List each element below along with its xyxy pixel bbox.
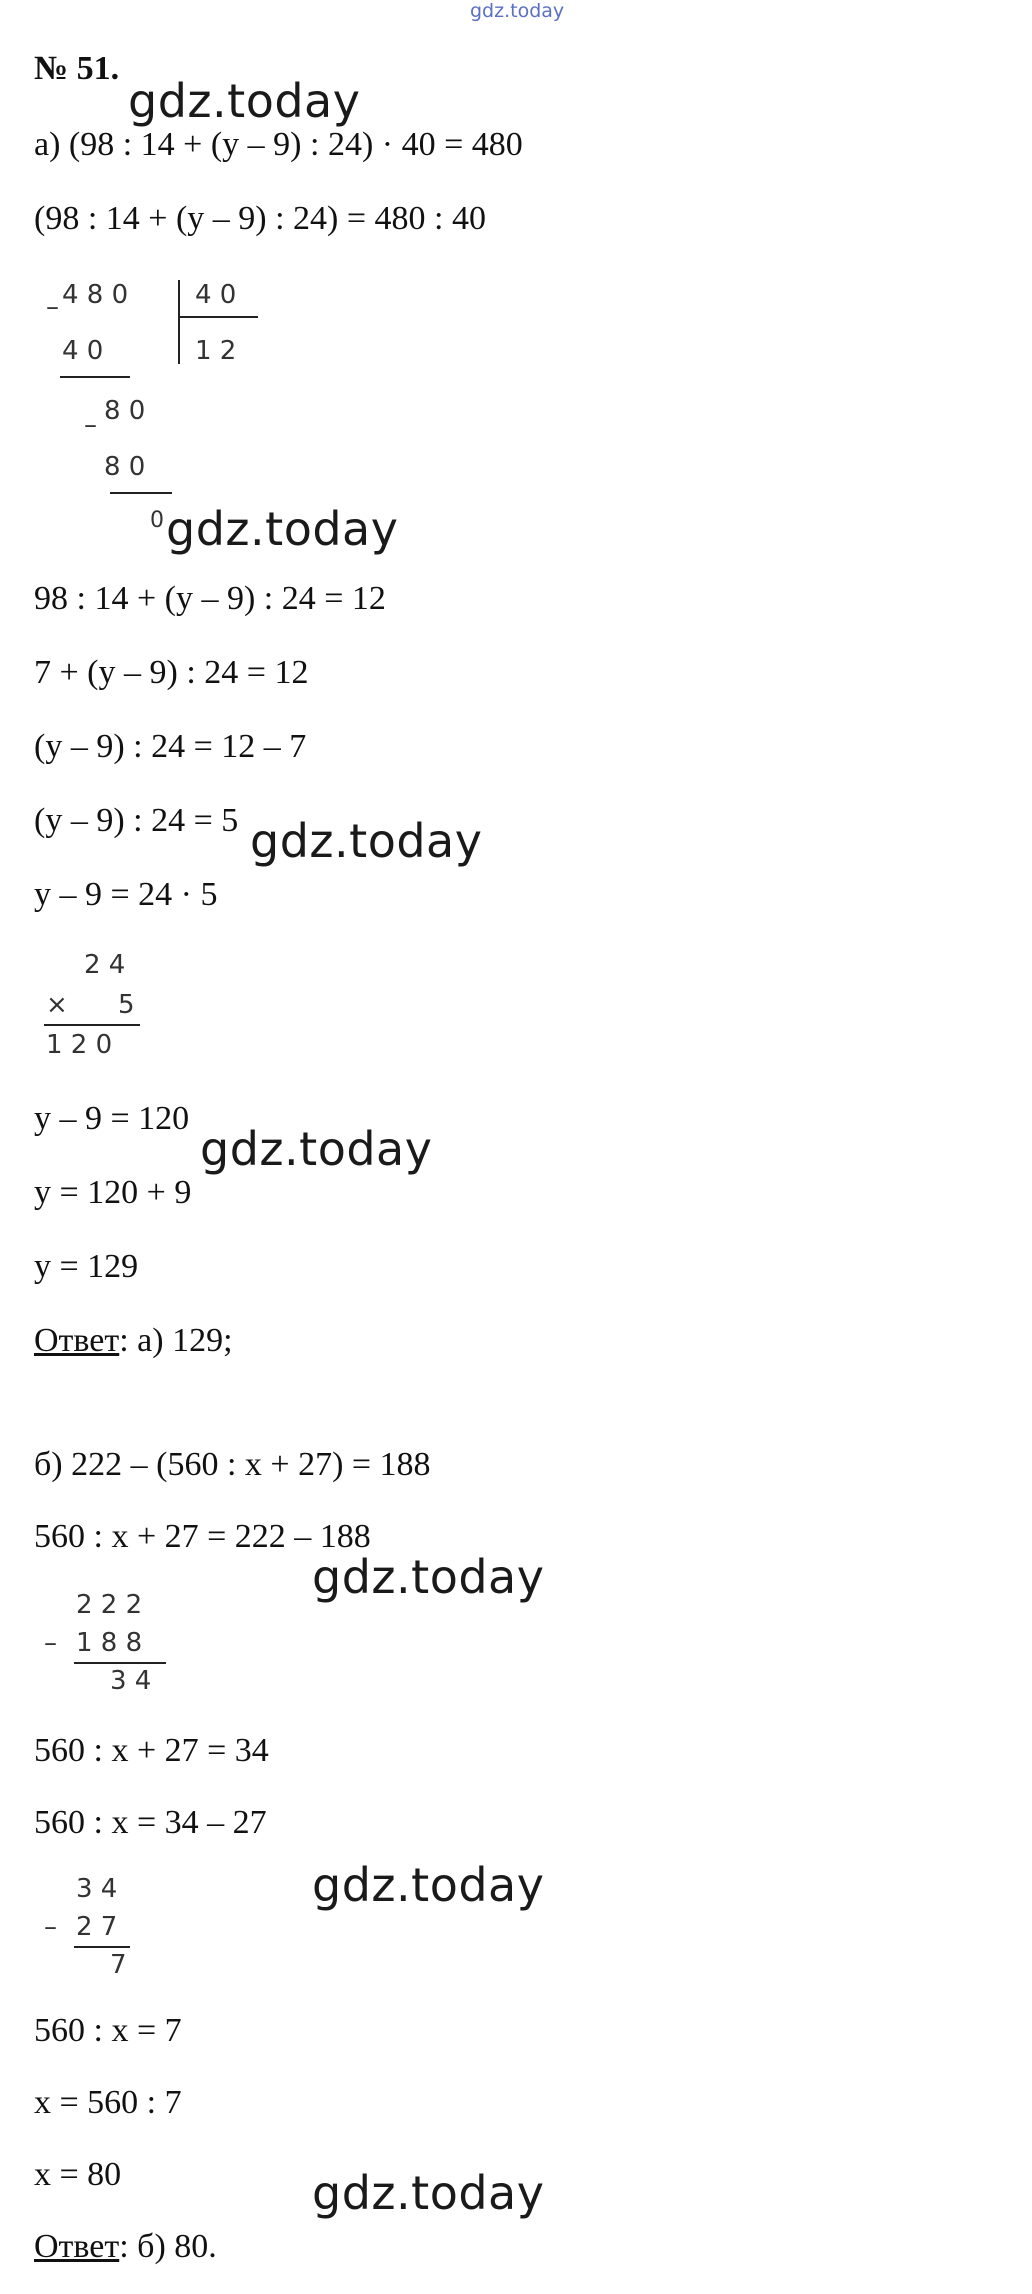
equation-b2: 560 : х + 27 = 222 – 188 bbox=[34, 1518, 371, 1555]
equation-a3: 98 : 14 + (у – 9) : 24 = 12 bbox=[34, 580, 386, 617]
mult-bottom: 5 bbox=[118, 990, 135, 1020]
equation-a5: (у – 9) : 24 = 12 – 7 bbox=[34, 728, 307, 765]
answer-value: : а) 129; bbox=[119, 1322, 233, 1359]
watermark: gdz.today bbox=[128, 74, 361, 128]
answer-label: Ответ bbox=[34, 1322, 120, 1359]
mult-sign: × bbox=[46, 990, 68, 1020]
division-underline-2 bbox=[110, 492, 172, 494]
equation-a2: (98 : 14 + (у – 9) : 24) = 480 : 40 bbox=[34, 200, 486, 237]
sub2-bottom: 2 7 bbox=[76, 1912, 118, 1942]
sub2-result: 7 bbox=[110, 1950, 127, 1980]
sub2-underline bbox=[74, 1946, 130, 1948]
answer-label: Ответ bbox=[34, 2228, 120, 2265]
equation-a4: 7 + (у – 9) : 24 = 12 bbox=[34, 654, 309, 691]
site-watermark-top: gdz.today bbox=[470, 0, 565, 22]
sub2-top: 3 4 bbox=[76, 1874, 118, 1904]
equation-b1: б) 222 – (560 : х + 27) = 188 bbox=[34, 1446, 431, 1483]
equation-a8: у – 9 = 120 bbox=[34, 1100, 190, 1137]
remainder: 0 bbox=[150, 508, 164, 533]
mult-underline bbox=[44, 1024, 140, 1026]
answer-a bbox=[34, 1322, 233, 1360]
division-underline-1 bbox=[60, 376, 130, 378]
equation-a9: у = 120 + 9 bbox=[34, 1174, 192, 1211]
minus-sign: – bbox=[84, 410, 97, 440]
equation-b7: х = 80 bbox=[34, 2156, 122, 2193]
division-bar bbox=[178, 280, 180, 364]
answer-value: : б) 80. bbox=[119, 2228, 217, 2265]
equation-b5: 560 : х = 7 bbox=[34, 2012, 182, 2049]
division-step-3: 8 0 bbox=[104, 452, 146, 482]
equation-a6: (у – 9) : 24 = 5 bbox=[34, 802, 239, 839]
answer-b bbox=[34, 2228, 217, 2266]
quotient: 1 2 bbox=[195, 336, 237, 366]
minus-sign: – bbox=[46, 292, 59, 322]
equation-b3: 560 : х + 27 = 34 bbox=[34, 1732, 269, 1769]
watermark: gdz.today bbox=[312, 2166, 545, 2220]
sub1-result: 3 4 bbox=[110, 1666, 152, 1696]
watermark: gdz.today bbox=[200, 1122, 433, 1176]
mult-top: 2 4 bbox=[84, 950, 126, 980]
equation-a7: у – 9 = 24 · 5 bbox=[34, 876, 218, 913]
problem-title: № 51. bbox=[34, 50, 120, 87]
sub1-top: 2 2 2 bbox=[76, 1590, 143, 1620]
equation-b4: 560 : х = 34 – 27 bbox=[34, 1804, 267, 1841]
division-step-1: 4 0 bbox=[62, 336, 104, 366]
sub1-bottom: 1 8 8 bbox=[76, 1628, 143, 1658]
divisor: 4 0 bbox=[195, 280, 237, 310]
watermark: gdz.today bbox=[312, 1858, 545, 1912]
division-step-2: 8 0 bbox=[104, 396, 146, 426]
dividend: 4 8 0 bbox=[62, 280, 129, 310]
watermark: gdz.today bbox=[166, 502, 399, 556]
watermark: gdz.today bbox=[312, 1550, 545, 1604]
watermark: gdz.today bbox=[250, 814, 483, 868]
sub1-underline bbox=[74, 1662, 166, 1664]
equation-a10: у = 129 bbox=[34, 1248, 139, 1285]
divisor-underline bbox=[178, 316, 258, 318]
sub2-sign: – bbox=[44, 1912, 57, 1942]
equation-b6: х = 560 : 7 bbox=[34, 2084, 182, 2121]
sub1-sign: – bbox=[44, 1628, 57, 1658]
equation-a1: а) (98 : 14 + (у – 9) : 24) · 40 = 480 bbox=[34, 126, 523, 163]
mult-result: 1 2 0 bbox=[46, 1030, 113, 1060]
